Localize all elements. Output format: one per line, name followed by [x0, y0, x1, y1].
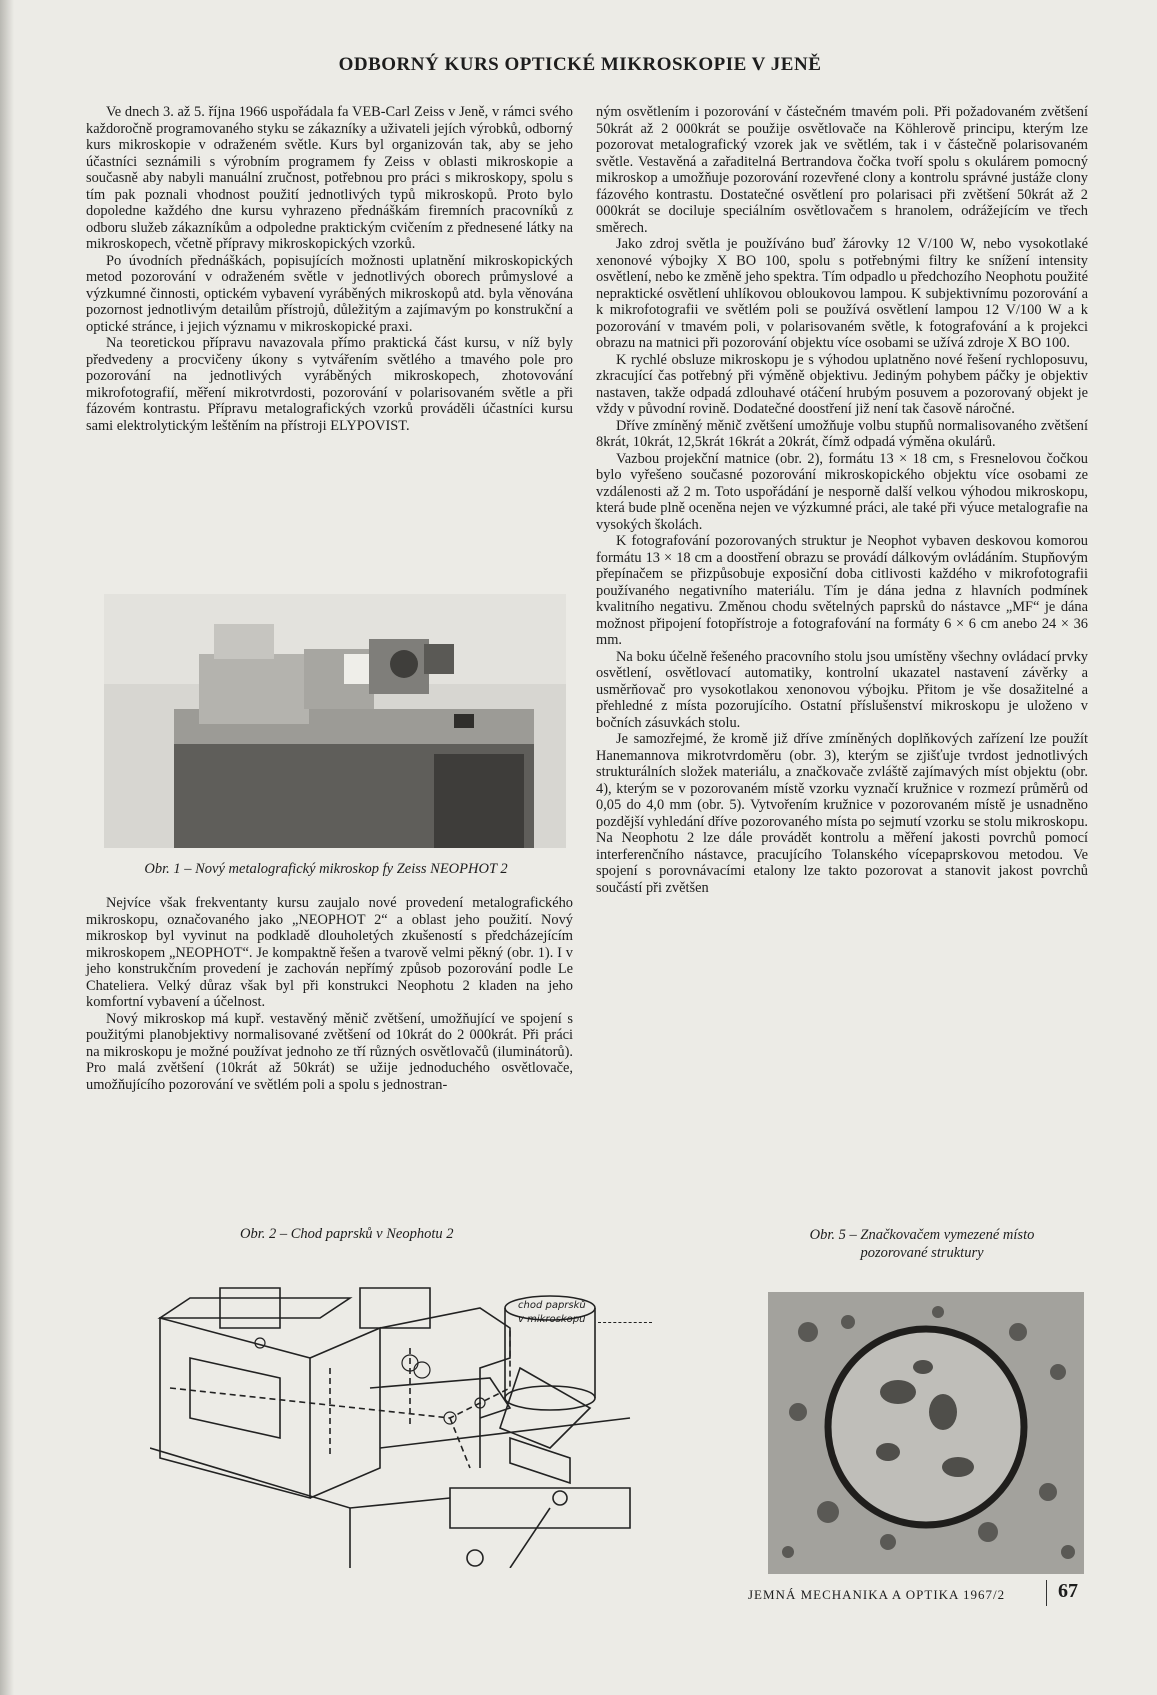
left-column-bottom: [86, 895, 573, 1093]
figure-2-caption: Obr. 2 – Chod paprsků v Neophotu 2: [240, 1226, 454, 1242]
beam-path-diagram: [150, 1268, 670, 1568]
marked-structure-micrograph: [768, 1292, 1084, 1574]
diagram-legend-dashed-line: [598, 1322, 652, 1323]
paragraph: ným osvětlením i pozorování v částečném tmavém poli. Při požadovaném zvětšení 50krát až 2 000krát se použije osvětlovače na Köhlerově principu, kterým lze pozorovat metalografický vzorek jak ve světlém, tak i v částečně polarisovaném světle. Vestavěná a zařaditelná Bertrandova čočka tvoří spolu s okulárem pomocný mikroskop a umožňuje pozorování rozevřené clony a kontrolu správné justáže clony fázového kontrastu. Dostatečné osvětlení pro polarisaci při zvětšení 50krát až 2 000krát se dociluje speciálním osvětlovačem s hranolem, odrážejícím ve třech směrech.: [596, 104, 1088, 236]
paragraph: Na boku účelně řešeného pracovního stolu jsou umístěny všechny ovládací prvky osvětlení, osvětlovací automatiky, kontrolní ukazatel nastavení závěrky a usměrňovač pro vysokotlakou xenonovou výbojku. Přitom je vše dosažitelné a přehledné z místa pozorujícího. Ostatní příslušenství mikroskopu je uloženo v bočních zásuvkách stolu.: [596, 648, 1088, 731]
article-title: ODBORNÝ KURS OPTICKÉ MIKROSKOPIE V JENĚ: [338, 54, 822, 75]
journal-footer: JEMNÁ MECHANIKA A OPTIKA 1967/2: [748, 1587, 1006, 1602]
figure-5-caption: [752, 1226, 1092, 1262]
left-column-top: [86, 104, 573, 434]
paragraph: Je samozřejmé, že kromě již dříve zmíněných doplňkových zařízení lze použít Hanemannova mikrotvrdoměru (obr. 3), kterým se zjišťuje tvrdost jednotlivých strukturálních složek materiálu, a značkovače zvláště zajímavých míst objektu (obr. 4), kterým se v pozorovaném místě vzorku vyznačí kružnice v rozmezí průměrů od 0,05 do 4,0 mm (obr. 5). Vytvořením kružnice v pozorovaném místě je usnadněno pozdější vyhledání dříve pozorovaného místa po sejmutí vzorku se stolu mikroskopu. Na Neophotu 2 lze dále provádět kontrolu a měření jakosti povrchů pomocí interferenčního nástavce, pracujícího Tolanského vícepaprskovou metodou. Ve spojení s porovnávacími etalony lze takto pozorovat a stanovit jakost povrchů součástí při zvětšen: [596, 731, 1088, 896]
beam-path-drawing: [150, 1268, 670, 1568]
microscope-photo-illustration: [104, 594, 566, 848]
footer-divider: [1046, 1580, 1047, 1606]
diagram-label: chod paprsků: [518, 1300, 586, 1311]
binding-shadow: [0, 0, 14, 1695]
figure-5-caption-line: Obr. 5 – Značkovačem vymezené místo: [809, 1227, 1035, 1243]
page-number: 67: [1058, 1580, 1078, 1602]
diagram-label: v mikroskopu: [518, 1314, 586, 1325]
paragraph: Jako zdroj světla je používáno buď žárovky 12 V/100 W, nebo vysokotlaké xenonové výbojky X BO 100, spolu s potřebnými filtry ke snížení intensity osvětlení, nebo ke změně jeho spektra. Tím odpadlo u předchozího Neophotu použité nepraktické osvětlení uhlíkovou obloukovou lampou. K subjektivnímu pozorování a k mikrofotografii ve světlém poli se používá osvětlení lampou 12 V/100 W a k pozorování v tmavém poli, v polarisovaném světle, k fotografování a k projekci obrazu na matnici při pozorování objektu více osobami se užívá zdroje X BO 100.: [596, 236, 1088, 351]
paragraph: Dříve zmíněný měnič zvětšení umožňuje volbu stupňů normalisovaného zvětšení 8krát, 10krát, 12,5krát 16krát a 20krát, čímž odpadá výměna okulárů.: [596, 417, 1088, 450]
paragraph: Nový mikroskop má kupř. vestavěný měnič zvětšení, umožňující ve spojení s použitými planobjektivy normalisované zvětšení od 10krát do 2 000krát. Při práci na mikroskopu je možné používat jednoho ze tří různých osvětlovačů (iluminátorů). Pro malá zvětšení (10krát až 50krát) se užije jednoduchého osvětlovače, umožňujícího pozorování ve světlém poli a spolu s jednostran-: [86, 1010, 573, 1093]
paragraph: K rychlé obsluze mikroskopu je s výhodou uplatněno nové řešení rychloposuvu, zkracující čas potřebný při výměně objektivu. Jediným pohybem páčky je objektiv nastaven, takže odpadá zdlouhavé otáčení hrubým posuvem a pozorovaný objekt je vždy v původní rovině. Dodatečné doostření již není tak časově náročné.: [596, 351, 1088, 417]
paragraph: Po úvodních přednáškách, popisujících možnosti uplatnění mikroskopických metod pozorování v odraženém světle v jednotlivých oborech průmyslové a výzkumné činnosti, optickém vybavení vyráběných mikroskopů atd. byla věnována pozornost jednotlivým detailům přístrojů, důležitým a zajímavým po konstrukční a optické stránce, i jejich významu v mikroskopické praxi.: [86, 252, 573, 335]
paragraph: Vazbou projekční matnice (obr. 2), formátu 13 × 18 cm, s Fresnelovou čočkou bylo vyřešeno současné pozorování mikroskopického objektu více osobami ze vzdálenosti až 2 m. Toto uspořádání je nesporně další velkou výhodou mikroskopu, která bude plně oceněna nejen ve výzkumné práci, ale také při výuce metalografie na vysokých školách.: [596, 450, 1088, 533]
neophot-photo: [104, 594, 566, 848]
right-column: [596, 104, 1088, 896]
paragraph: K fotografování pozorovaných struktur je Neophot vybaven deskovou komorou formátu 13 × 18 cm a doostření obrazu se provádí dálkovým ovládáním. Stupňovým přepínačem se přizpůsobuje exposiční doba citlivosti každého v mikrofotografii používaného negativního materiálu. Tím je dána jedna z hlavních podmínek kvalitního negativu. Změnou chodu světelných paprsků do nástavce „MF“ je dána možnost připojení fotopřístroje a fotografování na formáty 6 × 6 cm anebo 24 × 36 mm.: [596, 533, 1088, 648]
figure-5-caption-line: pozorované struktury: [860, 1245, 984, 1261]
paragraph: Na teoretickou přípravu navazovala přímo praktická část kursu, v níž byly předvedeny a procvičeny úkony s vytvářením světlého a tmavého pole pro pozorování na jednotlivých vyráběných mikroskopech, zhotovování mikrofotografií, měření mikrotvrdosti, pozorování v polarisovaném světle a při fázovém kontrastu. Přípravu metalografických vzorků prováděli účastníci kursu sami elektrolytickým leštěním na přístroji ELYPOVIST.: [86, 335, 573, 434]
micrograph-illustration: [768, 1292, 1084, 1574]
paragraph: Ve dnech 3. až 5. října 1966 uspořádala fa VEB-Carl Zeiss v Jeně, v rámci svého každoročně programovaného styku se zákazníky a uživateli jejích výrobků, odborný kurs mikroskopie v odraženém světle. Kurs byl organizován tak, aby se jeho účastníci seznámili s výrobním programem fy Zeiss v oblasti mikroskopie a současně aby nabyli manuální zručnost, potřebnou pro práci s mikroskopy, spolu s tím pak poznali vhodnost použití jednotlivých typů mikroskopů. Proto bylo dopoledne každého dne kursu vyhrazeno přednáškám firemních pracovníků z odboru služeb zákazníkům a odpoledne praktickým cvičením z přednesené látky na mikroskopech, včetně přípravy mikroskopických vzorků.: [86, 104, 573, 252]
figure-1-caption: Obr. 1 – Nový metalografický mikroskop fy Zeiss NEOPHOT 2: [144, 861, 508, 877]
paragraph: Nejvíce však frekventanty kursu zaujalo nové provedení metalografického mikroskopu, označovaného jako „NEOPHOT 2“ a oblast jeho použití. Nový mikroskop byl vyvinut na podkladě dlouholetých zkušeností s předcházejícím mikroskopem „NEOPHOT“. Je kompaktně řešen a tvarově velmi pěkný (obr. 1). I v jeho konstrukčním provedení je zachován nepřímý způsob pozorování podle Le Chateliera. Velký důraz však byl při konstrukci Neophotu 2 kladen na jeho komfortní vybavení a účelnost.: [86, 895, 573, 1010]
